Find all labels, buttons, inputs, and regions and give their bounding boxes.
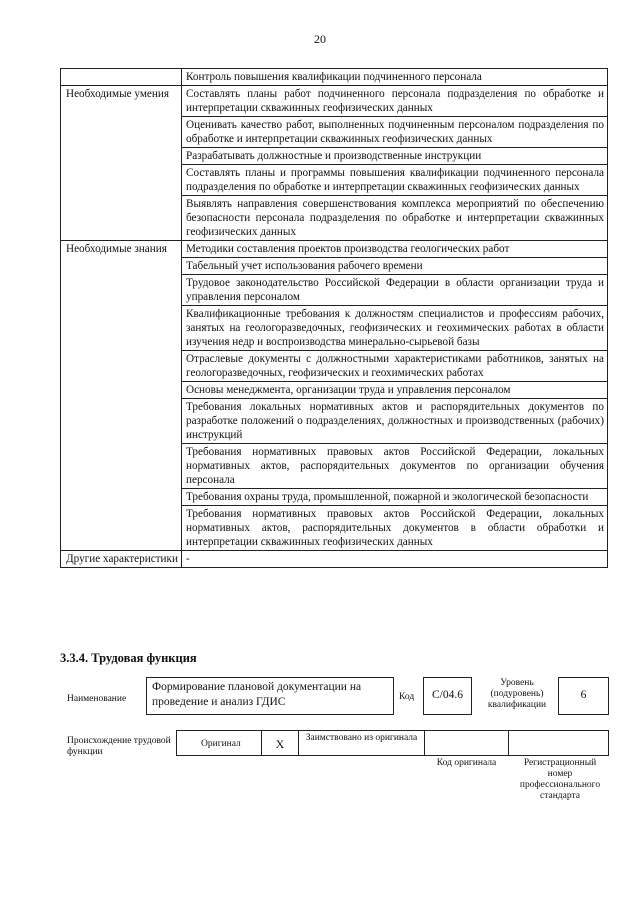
section-title: 3.3.4. Трудовая функция (60, 651, 197, 665)
original-code-label: Код оригинала (436, 758, 497, 768)
original-label: Оригинал (201, 739, 241, 749)
knowledge-item: Квалификационные требования к должностям специалистов и профессиям рабочих, занятых на геологоразведочных, геофизических и геохимических работах в области изучения недр и воспроизводства минерально-сырьевой базы (182, 306, 608, 351)
table-row (61, 69, 608, 86)
original-cell (176, 730, 262, 756)
skill-item: Составлять планы работ подчиненного персонала подразделения по обработке и интерпретации скважинных геофизических данных (182, 86, 608, 117)
knowledge-item: Требования нормативных правовых актов Российской Федерации, локальных нормативных актов, распорядительных документов в области обработки и интерпретации скважинных геофизических данных (182, 506, 608, 551)
knowledge-item: Методики составления проектов производства геологических работ (182, 241, 608, 258)
first-row-text: Контроль повышения квалификации подчиненного персонала (182, 69, 608, 86)
skill-item: Выявлять направления совершенствования комплекса мероприятий по обеспечению безопасности персонала подразделения по обработке и интерпретации скважинных геофизических данных (182, 196, 608, 241)
level-value: 6 (558, 677, 609, 715)
page-number: 20 (314, 32, 326, 46)
origin-label: Происхождение трудовой функции (67, 736, 171, 757)
reg-number-label: Регистрационный номер профессионального стандарта (519, 758, 601, 801)
table-row (61, 241, 608, 258)
knowledge-item: Основы менеджмента, организации труда и управления персоналом (182, 382, 608, 399)
reg-number-cell (508, 730, 609, 756)
knowledge-item: Требования охраны труда, промышленной, пожарной и экологической безопасности (182, 489, 608, 506)
original-code-cell (424, 730, 509, 756)
knowledge-item: Табельный учет использования рабочего времени (182, 258, 608, 275)
other-value: - (182, 551, 608, 568)
code-value: С/04.6 (423, 677, 472, 715)
skill-item: Разрабатывать должностные и производственные инструкции (182, 148, 608, 165)
table-row (61, 86, 608, 117)
level-label: Уровень (подуровень) квалификации (487, 678, 547, 710)
skill-item: Оценивать качество работ, выполненных подчиненным персоналом подразделения по обработке и интерпретации скважинных геофизических данных (182, 117, 608, 148)
skills-label: Необходимые умения (61, 86, 182, 241)
original-mark: X (261, 730, 299, 756)
name-label: Наименование (67, 694, 127, 704)
knowledge-item: Отраслевые документы с должностными характеристиками работников, занятых на геологоразведочных, геофизических и геохимических работах (182, 351, 608, 382)
name-value: Формирование плановой документации на проведение и анализ ГДИС (146, 677, 394, 715)
skill-item: Составлять планы и программы повышения квалификации подчиненного персонала подразделения по обработке и интерпретации скважинных геофизических данных (182, 165, 608, 196)
knowledge-item: Требования локальных нормативных актов и распорядительных документов по разработке положений о подразделениях, должностных и производственных (рабочих) инструкций (182, 399, 608, 444)
borrowed-label: Заимствовано из оригинала (298, 730, 425, 756)
labor-function-table (60, 68, 608, 568)
table-row (61, 551, 608, 568)
other-label: Другие характеристики (61, 551, 182, 568)
code-label: Код (399, 692, 415, 702)
knowledge-item: Трудовое законодательство Российской Федерации в области организации труда и управления персоналом (182, 275, 608, 306)
empty-label-cell (61, 69, 182, 86)
knowledge-label: Необходимые знания (61, 241, 182, 551)
knowledge-item: Требования нормативных правовых актов Российской Федерации, локальных нормативных актов, распорядительных документов по организации обучения персонала (182, 444, 608, 489)
